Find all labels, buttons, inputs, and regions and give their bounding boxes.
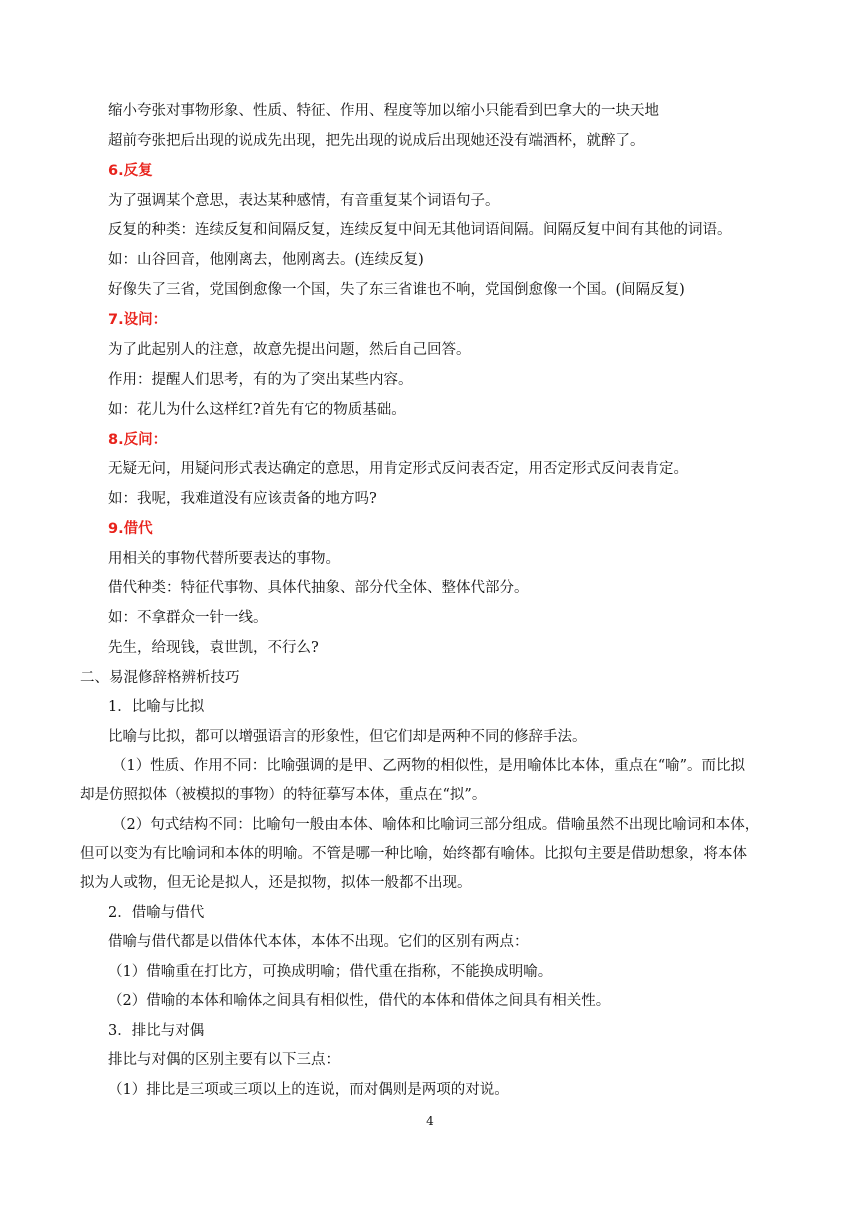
text-line: 作用：提醒人们思考，有的为了突出某些内容。 [108,372,413,388]
text-line: 借喻与借代都是以借体代本体，本体不出现。它们的区别有两点： [108,934,529,950]
text-line: 但可以变为有比喻词和本体的明喻。不管是哪一种比喻，始终都有喻体。比拟句主要是借助想象，将本体 [80,846,747,862]
text-line: 为了强调某个意思，表达某种感情，有音重复某个词语句子。 [108,193,500,209]
text-line: （2）借喻的本体和喻体之间具有相似性，借代的本体和借体之间具有相关性。 [108,993,611,1009]
page-number: 4 [426,1114,434,1128]
text-line: 超前夸张把后出现的说成先出现，把先出现的说成后出现她还没有端酒杯，就醉了。 [108,133,645,149]
text-line: 先生，给现钱，袁世凯，不行么? [108,640,319,656]
text-line: 反复的种类：连续反复和间隔反复，连续反复中间无其他词语间隔。间隔反复中间有其他的词语。 [108,222,732,238]
text-line: 借代种类：特征代事物、具体代抽象、部分代全体、整体代部分。 [108,580,529,596]
subsection-heading: 3．排比与对偶 [108,1023,205,1039]
text-line: 拟为人或物，但无论是拟人，还是拟物，拟体一般都不出现。 [80,875,472,891]
section-heading: 7.设问： [108,312,168,328]
part-heading: 二、易混修辞格辨析技巧 [80,670,240,686]
text-line: （2）句式结构不同：比喻句一般由本体、喻体和比喻词三部分组成。借喻虽然不出现比喻词和本体， [112,817,760,833]
text-line: 无疑无问，用疑问形式表达确定的意思，用肯定形式反问表否定，用否定形式反问表肯定。 [108,461,688,477]
text-line: 如：我呢，我难道没有应该责备的地方吗? [108,491,377,507]
subsection-heading: 1．比喻与比拟 [108,699,205,715]
section-heading: 8.反问： [108,432,168,448]
text-line: 却是仿照拟体（被模拟的事物）的特征摹写本体，重点在“拟”。 [80,787,487,803]
text-line: 如：不拿群众一针一线。 [108,610,268,626]
section-heading: 9.借代 [108,521,153,537]
text-line: 用相关的事物代替所要表达的事物。 [108,551,340,567]
text-line: （1）排比是三项或三项以上的连说，而对偶则是两项的对说。 [108,1082,509,1098]
text-line: 排比与对偶的区别主要有以下三点： [108,1052,340,1068]
subsection-heading: 2．借喻与借代 [108,905,205,921]
text-line: 如：山谷回音，他刚离去，他刚离去。(连续反复) [108,252,424,268]
text-line: （1）借喻重在打比方，可换成明喻；借代重在指称，不能换成明喻。 [108,964,553,980]
text-line: 为了此起别人的注意，故意先提出问题，然后自己回答。 [108,342,471,358]
text-line: 比喻与比拟，都可以增强语言的形象性，但它们却是两种不同的修辞手法。 [108,729,587,745]
text-line: 如：花儿为什么这样红?首先有它的物质基础。 [108,402,406,418]
text-line: 缩小夸张对事物形象、性质、特征、作用、程度等加以缩小只能看到巴拿大的一块天地 [108,103,659,119]
text-line: 好像失了三省，党国倒愈像一个国，失了东三省谁也不响，党国倒愈像一个国。(间隔反复) [108,282,685,298]
section-heading: 6.反复 [108,163,153,179]
text-line: （1）性质、作用不同：比喻强调的是甲、乙两物的相似性，是用喻体比本体，重点在“喻”。而比拟 [112,758,746,774]
